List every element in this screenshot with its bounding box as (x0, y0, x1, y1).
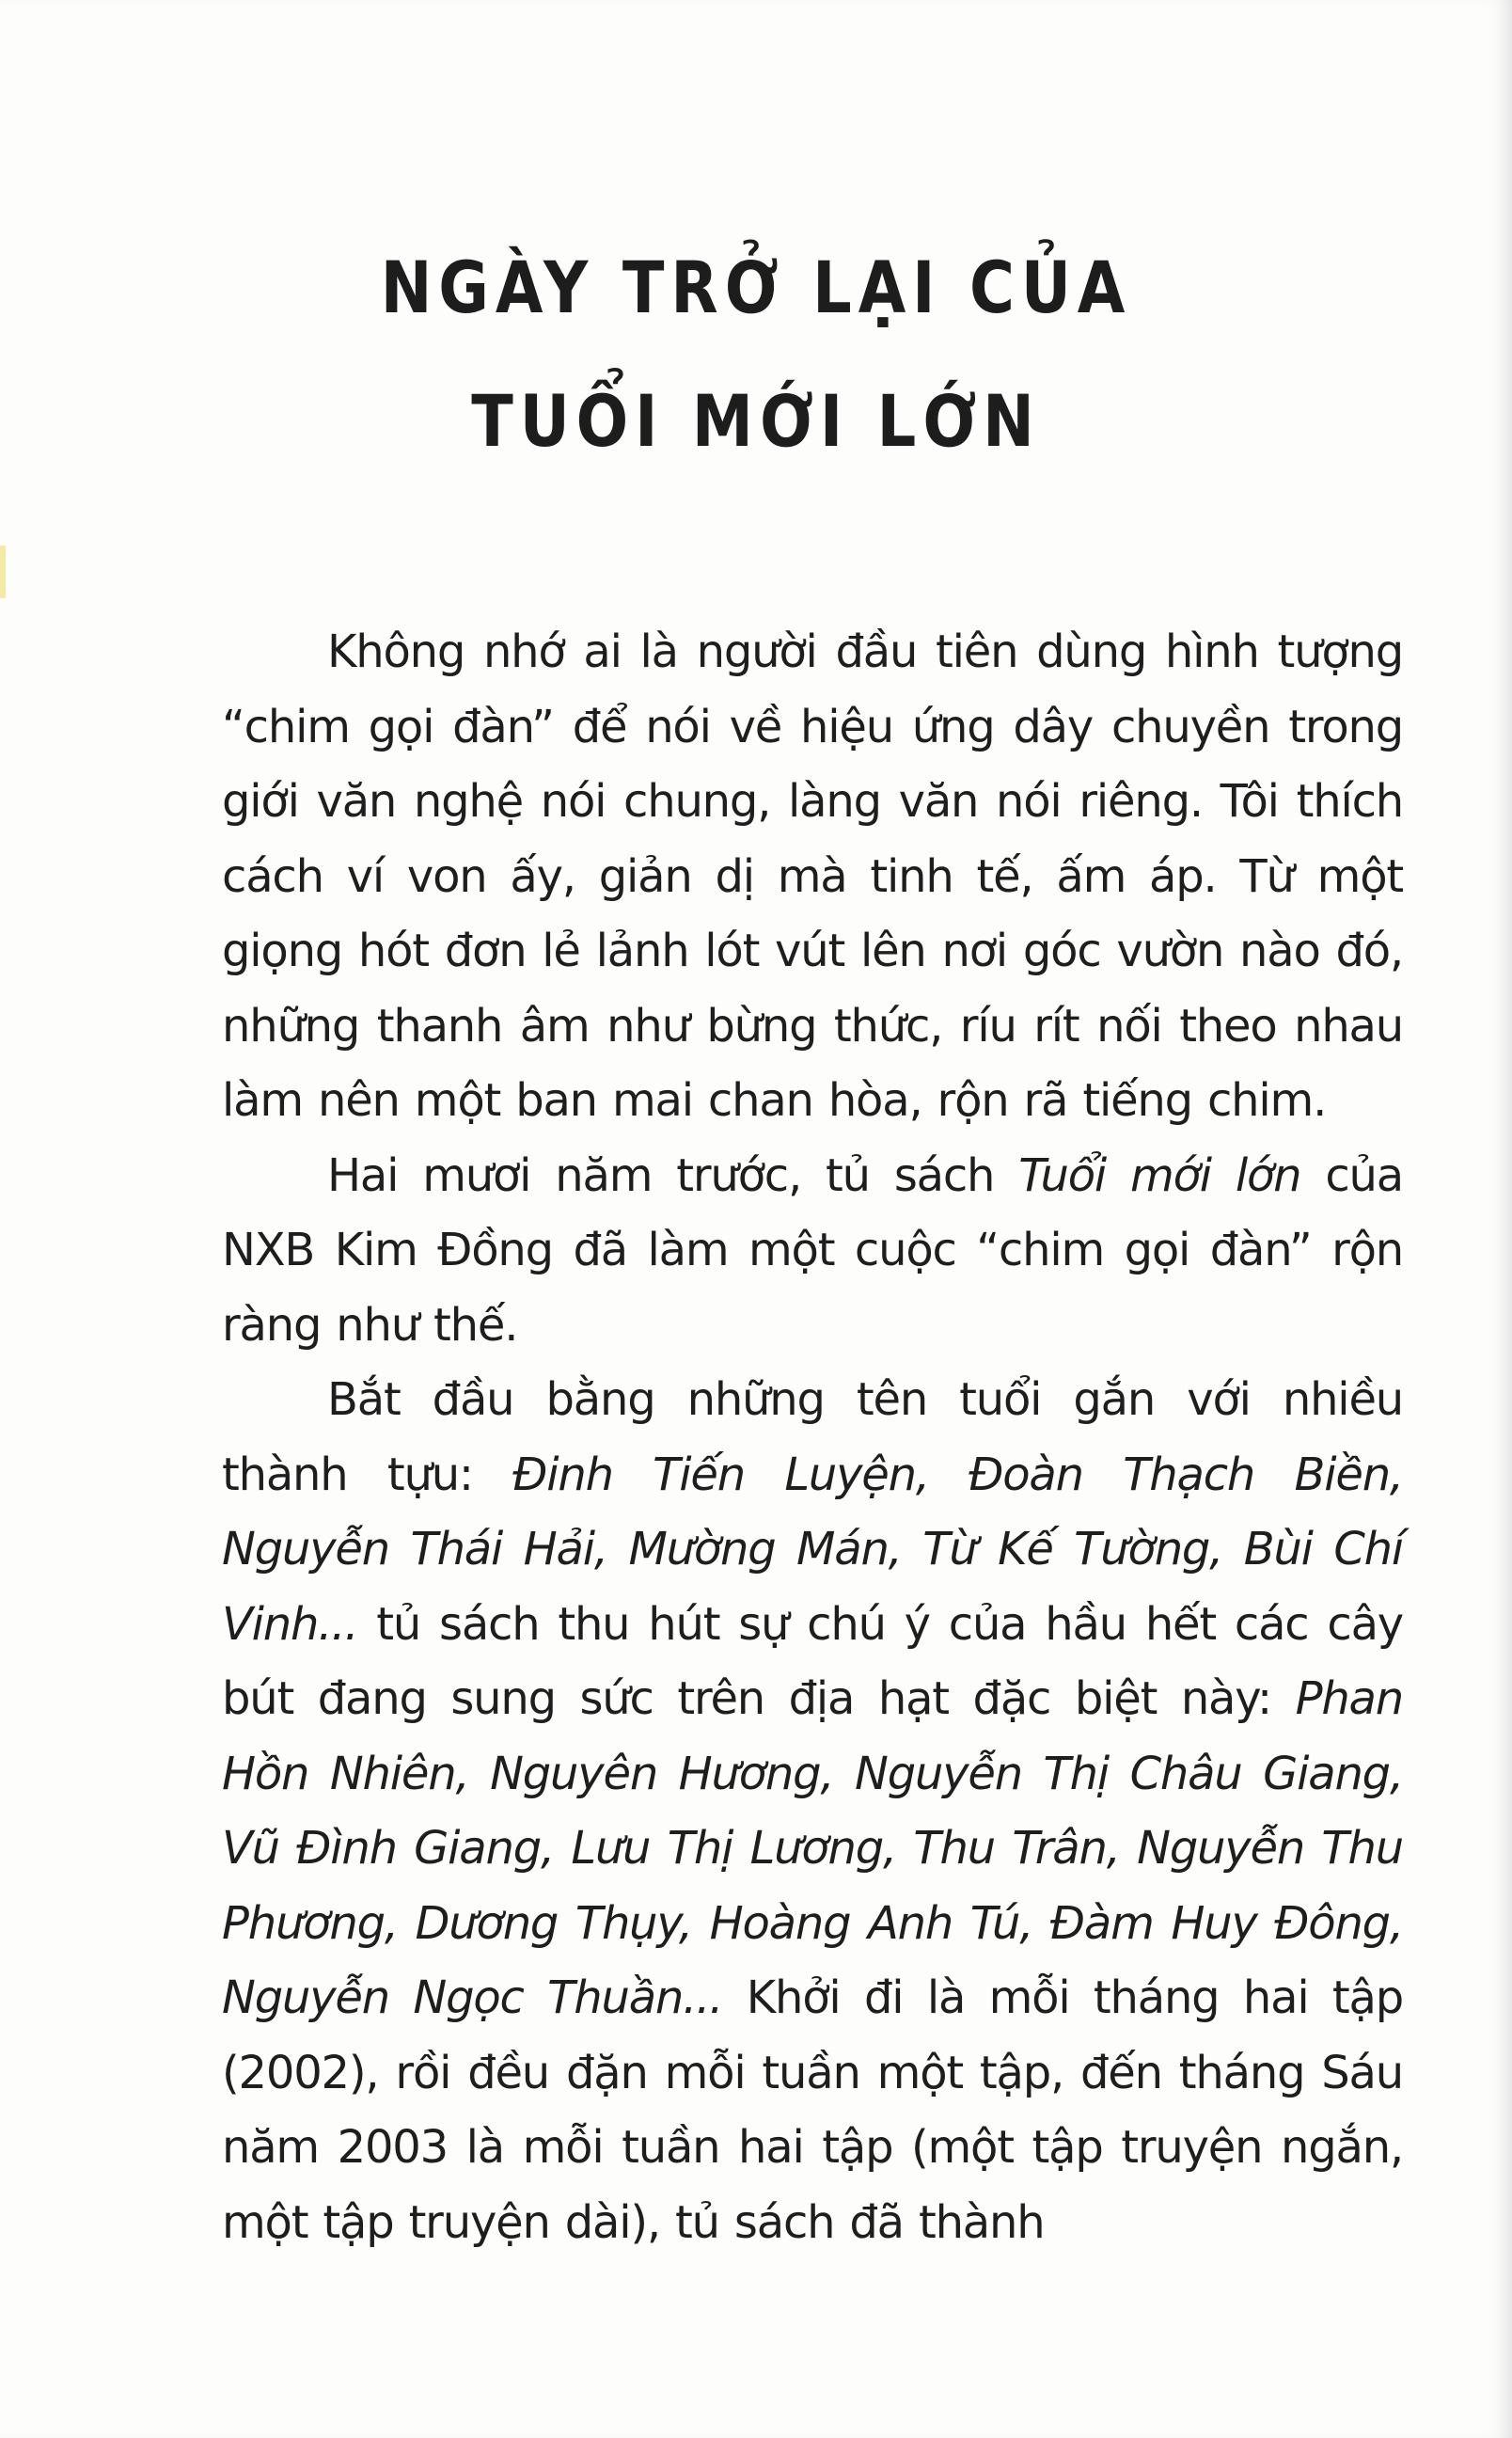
author-list-2: Phan Hồn Nhiên, Nguyên Hương, Nguyễn Thị Châu Giang, Vũ Đình Giang, Lưu Thị Lương, Thu Trân, Nguyễn Thu Phương, Dương Thụy, Hoàng Anh Tú, Đàm Huy Đông, Nguyễn Ngọc Thuần... (222, 1672, 1403, 2024)
chapter-title-line-2: TUỔI MỚI LỚN (471, 379, 1041, 463)
body-text (222, 615, 1403, 2260)
series-name-italic: Tuổi mới lớn (1018, 1148, 1301, 1202)
paragraph-2-text-start: Hai mươi năm trước, tủ sách (327, 1148, 1019, 1202)
chapter-title-line-1: NGÀY TRỞ LẠI CỦA (380, 245, 1132, 329)
paragraph-3-text-c: tủ sách thu hút sự chú ý của hầu hết các cây bút đang sung sức trên địa hạt đặc biệt này: (222, 1597, 1403, 1725)
page-edge-highlight (0, 546, 6, 598)
paragraph-2 (222, 1139, 1403, 1364)
author-list-1: Đinh Tiến Luyện, Đoàn Thạch Biền, Nguyễn Thái Hải, Mường Mán, Từ Kế Tường, Bùi Chí Vinh... (222, 1448, 1403, 1651)
paragraph-2-text-end: của NXB Kim Đồng đã làm một cuộc “chim gọi đàn” rộn ràng như thế. (222, 1148, 1403, 1352)
paragraph-1: Không nhớ ai là người đầu tiên dùng hình tượng “chim gọi đàn” để nói về hiệu ứng dây chuyền trong giới văn nghệ nói chung, làng văn nói riêng. Tôi thích cách ví von ấy, giản dị mà tinh tế, ấm áp. Từ một giọng hót đơn lẻ lảnh lót vút lên nơi góc vườn nào đó, những thanh âm như bừng thức, ríu rít nối theo nhau làm nên một ban mai chan hòa, rộn rã tiếng chim. (222, 625, 1403, 1127)
paragraph-3 (222, 1363, 1403, 2260)
paragraph-3-text-e: Khởi đi là mỗi tháng hai tập (2002), rồi đều đặn mỗi tuần một tập, đến tháng Sáu năm 2003 là mỗi tuần hai tập (một tập truyện ngắn, một tập truyện dài), tủ sách đã thành (222, 1971, 1403, 2249)
paragraph-3-text-a: Bắt đầu bằng những tên tuổi gắn với nhiều thành tựu: (222, 1373, 1403, 1501)
